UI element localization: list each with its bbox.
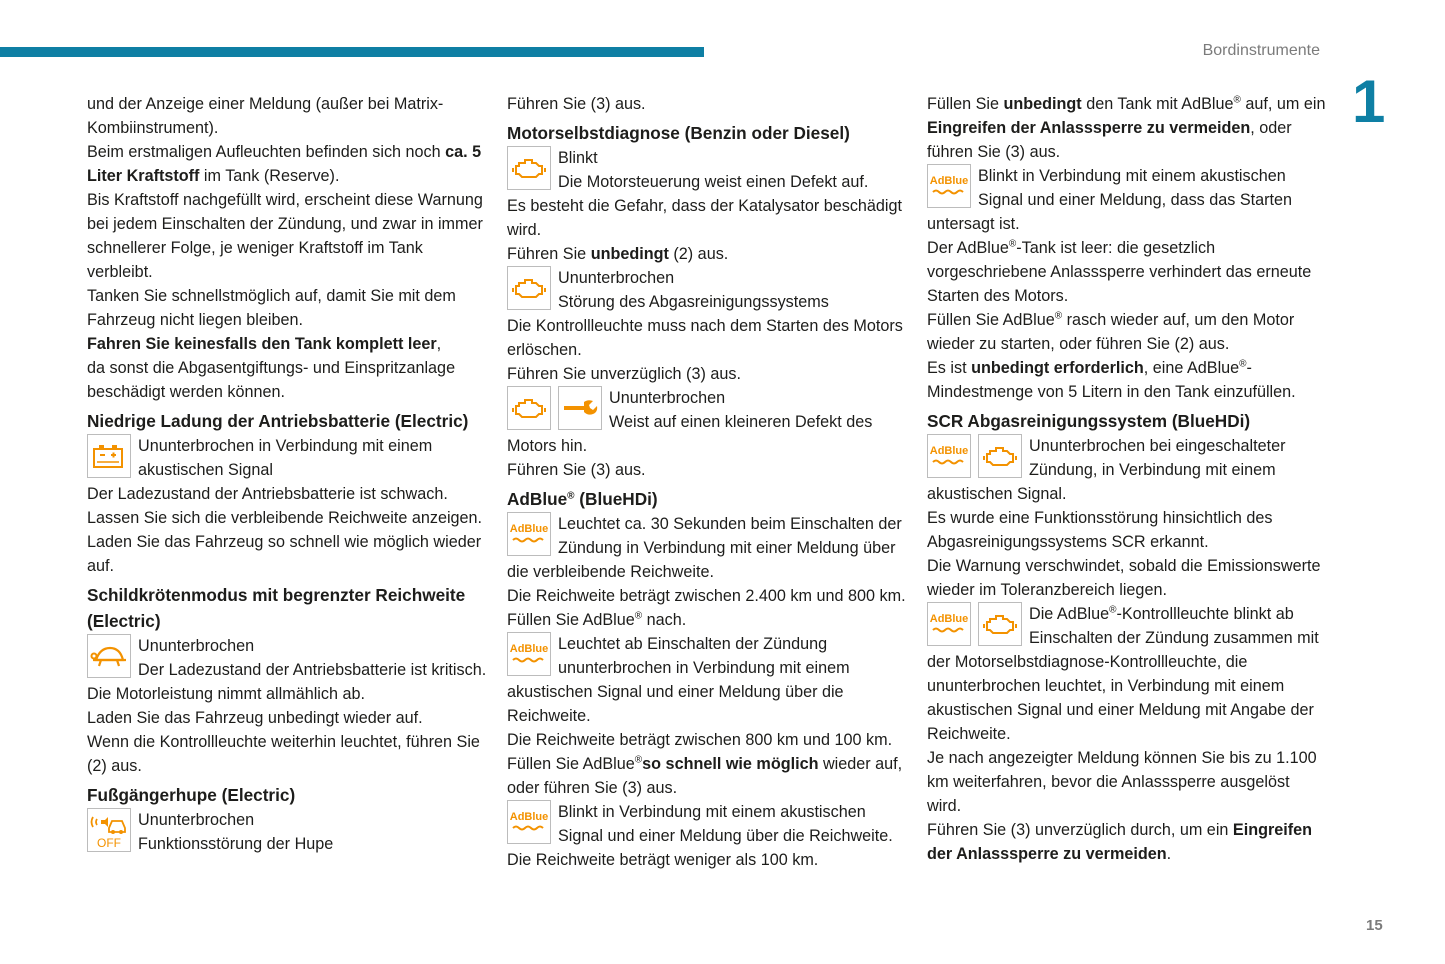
adblue-label: AdBlue: [509, 643, 549, 655]
engine-check-icon: [507, 266, 551, 310]
icon-block-scr-blink: AdBlue Die AdBlue®-Kontrollleuchte blinkt ab Einschalten der Zündung zusammen mit der Motorselbstdiagnose-Kontrollleuchte, die ununterbrochen leuchtet, in Verbindung mit einem akustischen Signal und einer Meldung mit Angabe der Reichweite.: [927, 602, 1327, 746]
paragraph: Die Reichweite beträgt weniger als 100 km.: [507, 851, 819, 869]
engine-check-icon: [507, 386, 551, 430]
paragraph: Die Warnung verschwindet, sobald die Emissionswerte wieder im Toleranzbereich liegen.: [927, 557, 1321, 599]
paragraph: Füllen Sie unbedingt den Tank mit AdBlue® auf, um ein Eingreifen der Anlasssperre zu vermeiden, oder führen Sie (3) aus.: [927, 94, 1326, 161]
paragraph: Füllen Sie AdBlue®so schnell wie möglich wieder auf, oder führen Sie (3) aus.: [507, 754, 903, 797]
paragraph: Je nach angezeigter Meldung können Sie bis zu 1.100 km weiterfahren, bevor die Anlasssperre ausgelöst wird.: [927, 749, 1317, 815]
paragraph: Laden Sie das Fahrzeug unbedingt wieder auf.: [87, 709, 423, 727]
adblue-icon: [927, 602, 971, 646]
paragraph: Beim erstmaligen Aufleuchten befinden sich noch ca. 5 Liter Kraftstoff im Tank (Reserve).: [87, 143, 482, 185]
paragraph: Der AdBlue®-Tank ist leer: die gesetzlich vorgeschriebene Anlasssperre verhindert das erneute Starten des Motors.: [927, 238, 1312, 305]
adblue-icon: [507, 800, 551, 844]
paragraph: Bis Kraftstoff nachgefüllt wird, erscheint diese Warnung bei jedem Einschalten der Zündung, und zwar in immer schnellerer Folge, je weniger Kraftstoff im Tank verbleibt.: [87, 191, 483, 281]
adblue-label: AdBlue: [509, 811, 549, 823]
paragraph: Die Motorleistung nimmt allmählich ab.: [87, 685, 365, 703]
heading-engine-diagnosis: Motorselbstdiagnose (Benzin oder Diesel): [507, 123, 850, 143]
adblue-icon: [927, 164, 971, 208]
header-accent-bar: [0, 47, 704, 57]
paragraph: Es wurde eine Funktionsstörung hinsichtlich des Abgasreinigungssystems SCR erkannt.: [927, 509, 1273, 551]
paragraph: Führen Sie unbedingt (2) aus.: [507, 245, 729, 263]
paragraph: Es besteht die Gefahr, dass der Katalysator beschädigt wird.: [507, 197, 903, 239]
icon-block-engine-blink: Blinkt Die Motorsteuerung weist einen Defekt auf.: [507, 146, 912, 194]
icon-block-adblue-1: AdBlue Leuchtet ca. 30 Sekunden beim Einschalten der Zündung in Verbindung mit einer Meldung über die verbleibende Reichweite.: [507, 512, 912, 584]
wrench-icon: [558, 386, 602, 430]
adblue-label: AdBlue: [929, 175, 969, 187]
engine-check-icon: [978, 434, 1022, 478]
heading-adblue: AdBlue® (BlueHDi): [507, 489, 658, 509]
column-1: [87, 92, 487, 856]
icon-block-low-battery: Ununterbrochen in Verbindung mit einem akustischen Signal: [87, 434, 487, 482]
heading-turtle-mode: Schildkrötenmodus mit begrenzter Reichweite (Electric): [87, 585, 466, 631]
icon-block-adblue-2: AdBlue Leuchtet ab Einschalten der Zündung ununterbrochen in Verbindung mit einem akustischen Signal und einer Meldung über die Reichweite.: [507, 632, 912, 728]
adblue-label: AdBlue: [929, 445, 969, 457]
icon-block-scr-steady: AdBlue Ununterbrochen bei eingeschalteter Zündung, in Verbindung mit einem akustischen Signal.: [927, 434, 1327, 506]
paragraph: Führen Sie (3) unverzüglich durch, um ein Eingreifen der Anlasssperre zu vermeiden.: [927, 821, 1313, 863]
paragraph: Führen Sie unverzüglich (3) aus.: [507, 365, 741, 383]
icon-block-engine-service: Ununterbrochen Weist auf einen kleineren Defekt des Motors hin.: [507, 386, 912, 458]
paragraph: Laden Sie das Fahrzeug so schnell wie möglich wieder auf.: [87, 533, 482, 575]
heading-low-battery: Niedrige Ladung der Antriebsbatterie (Electric): [87, 411, 469, 431]
page-number: 15: [1366, 917, 1383, 934]
chapter-number: 1: [1352, 68, 1384, 135]
paragraph: Die Reichweite beträgt zwischen 800 km und 100 km.: [507, 731, 893, 749]
icon-block-turtle-mode: Ununterbrochen Der Ladezustand der Antriebsbatterie ist kritisch.: [87, 634, 487, 682]
paragraph: Die Reichweite beträgt zwischen 2.400 km und 800 km.: [507, 587, 906, 605]
paragraph: Füllen Sie AdBlue® nach.: [507, 610, 687, 629]
icon-block-engine-steady: Ununterbrochen Störung des Abgasreinigungssystems: [507, 266, 912, 314]
adblue-icon: [927, 434, 971, 478]
paragraph: Wenn die Kontrollleuchte weiterhin leuchtet, führen Sie (2) aus.: [87, 733, 480, 775]
heading-pedestrian-horn: Fußgängerhupe (Electric): [87, 785, 296, 805]
paragraph: Füllen Sie AdBlue® rasch wieder auf, um den Motor wieder zu starten, oder führen Sie (2) aus.: [927, 310, 1295, 353]
paragraph: Es ist unbedingt erforderlich, eine AdBlue®-Mindestmenge von 5 Litern in den Tank einzufüllen.: [927, 358, 1296, 401]
horn-off-label: OFF: [97, 836, 121, 849]
icon-block-adblue-blink: AdBlue Blinkt in Verbindung mit einem akustischen Signal und einer Meldung, dass das Starten untersagt ist.: [927, 164, 1327, 236]
icon-block-adblue-3: AdBlue Blinkt in Verbindung mit einem akustischen Signal und einer Meldung über die Reichweite.: [507, 800, 912, 848]
adblue-icon: [507, 632, 551, 676]
pedestrian-horn-off-icon: [87, 808, 131, 852]
turtle-icon: [87, 634, 131, 678]
icon-block-pedestrian-horn: OFF Ununterbrochen Funktionsstörung der Hupe: [87, 808, 487, 856]
engine-check-icon: [507, 146, 551, 190]
column-2: [507, 92, 912, 872]
adblue-label: AdBlue: [509, 523, 549, 535]
column-3: [927, 92, 1327, 866]
paragraph: Tanken Sie schnellstmöglich auf, damit Sie mit dem Fahrzeug nicht liegen bleiben.: [87, 287, 456, 329]
paragraph: Führen Sie (3) aus.: [507, 461, 646, 479]
engine-check-icon: [978, 602, 1022, 646]
adblue-label: AdBlue: [929, 613, 969, 625]
paragraph: Lassen Sie sich die verbleibende Reichweite anzeigen.: [87, 509, 483, 527]
paragraph: Die Kontrollleuchte muss nach dem Starten des Motors erlöschen.: [507, 317, 903, 359]
heading-scr: SCR Abgasreinigungssystem (BlueHDi): [927, 411, 1251, 431]
battery-warning-icon: [87, 434, 131, 478]
paragraph: Führen Sie (3) aus.: [507, 95, 646, 113]
paragraph: Der Ladezustand der Antriebsbatterie ist schwach.: [87, 485, 448, 503]
adblue-icon: [507, 512, 551, 556]
paragraph: da sonst die Abgasentgiftungs- und Einspritzanlage beschädigt werden können.: [87, 359, 456, 401]
paragraph: und der Anzeige einer Meldung (außer bei Matrix-Kombiinstrument).: [87, 95, 444, 137]
section-title: Bordinstrumente: [1202, 42, 1320, 59]
paragraph: Fahren Sie keinesfalls den Tank komplett leer,: [87, 335, 442, 353]
